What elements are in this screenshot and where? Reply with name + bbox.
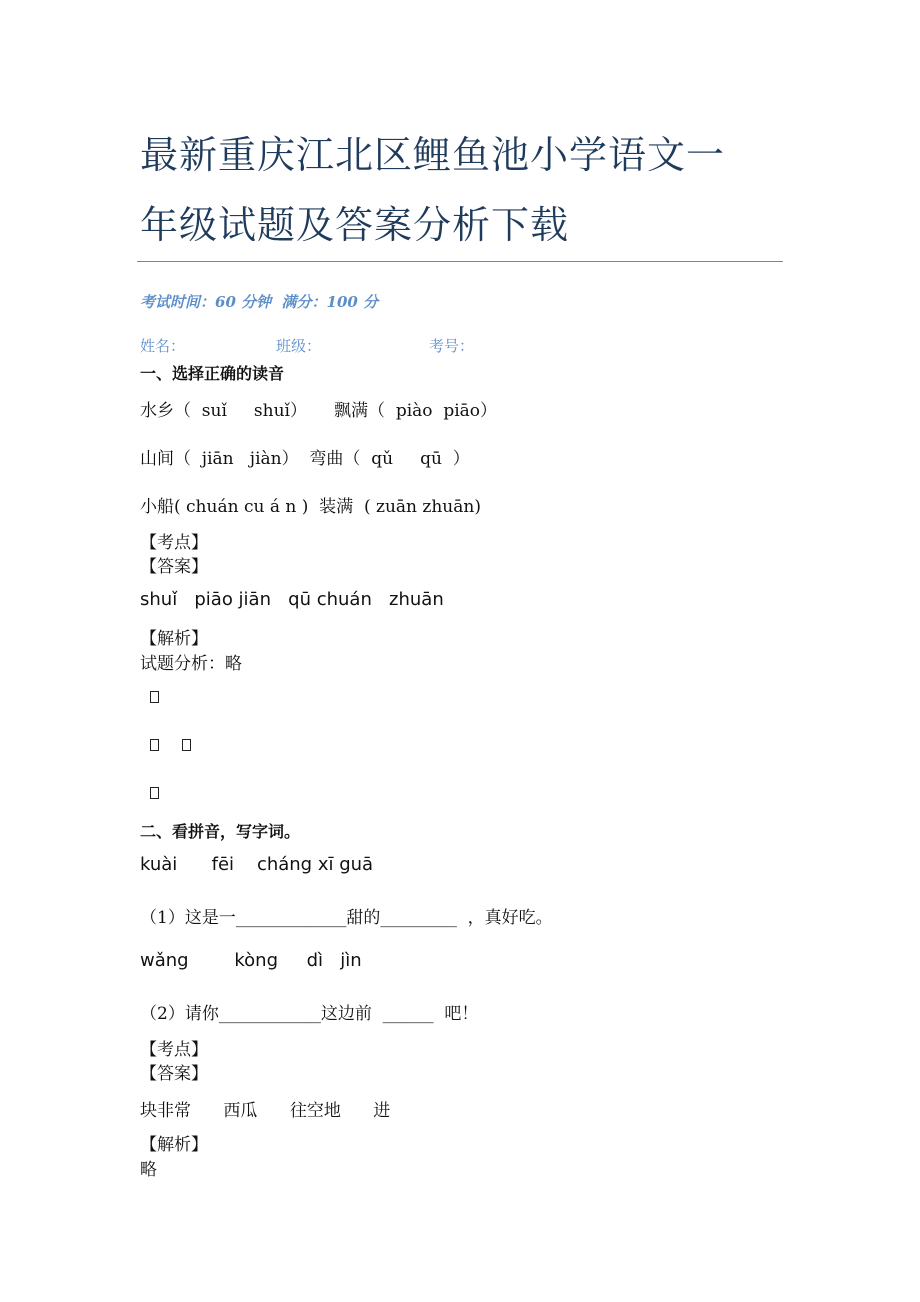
exam-meta: 考试时间：60 分钟 满分：100 分 [140, 293, 379, 311]
section-2-daan-tag: 【答案】 [140, 1064, 208, 1084]
placeholder-box [150, 739, 159, 751]
name-label: 姓名： [140, 337, 186, 355]
placeholder-box [150, 691, 159, 703]
section-1-kaodian-tag: 【考点】 [140, 533, 208, 553]
section-1-heading: 一、选择正确的读音 [140, 364, 285, 383]
section-1-analysis: 试题分析：略 [140, 654, 242, 674]
placeholder-box [182, 739, 191, 751]
placeholder-box [150, 787, 159, 799]
section-2-question-2: （2）请你____________这边前 ______ 吧！ [140, 1004, 479, 1024]
class-label: 班级： [276, 337, 322, 355]
section-2-kaodian-tag: 【考点】 [140, 1040, 208, 1060]
document-title-line-2: 年级试题及答案分析下载 [140, 203, 570, 247]
section-2-question-1: （1）这是一_____________甜的_________ ，真好吃。 [140, 908, 553, 928]
document-title-line-1: 最新重庆江北区鲤鱼池小学语文一 [140, 133, 726, 177]
number-label: 考号： [429, 337, 475, 355]
section-2-jiexi-tag: 【解析】 [140, 1135, 208, 1155]
section-2-pinyin-1: kuài fēi cháng xī guā [140, 854, 374, 875]
section-1-line-2: 山间（ jiān jiàn） 弯曲（ qǔ qū ） [140, 449, 470, 469]
section-1-line-3: 小船( chuán cu á n ) 装满 ( zuān zhuān) [140, 497, 481, 517]
section-2-answer: 块非常 西瓜 往空地 进 [140, 1101, 391, 1121]
section-2-analysis: 略 [140, 1160, 157, 1180]
section-1-answer: shuǐ piāo jiān qū chuán zhuān [140, 589, 444, 610]
title-divider [137, 261, 783, 262]
section-2-heading: 二、看拼音，写字词。 [140, 822, 301, 841]
section-1-jiexi-tag: 【解析】 [140, 629, 208, 649]
section-2-pinyin-2: wǎng kòng dì jìn [140, 950, 362, 971]
section-1-daan-tag: 【答案】 [140, 557, 208, 577]
section-1-line-1: 水乡（ suǐ shuǐ） 飘满（ piào piāo） [140, 401, 498, 421]
